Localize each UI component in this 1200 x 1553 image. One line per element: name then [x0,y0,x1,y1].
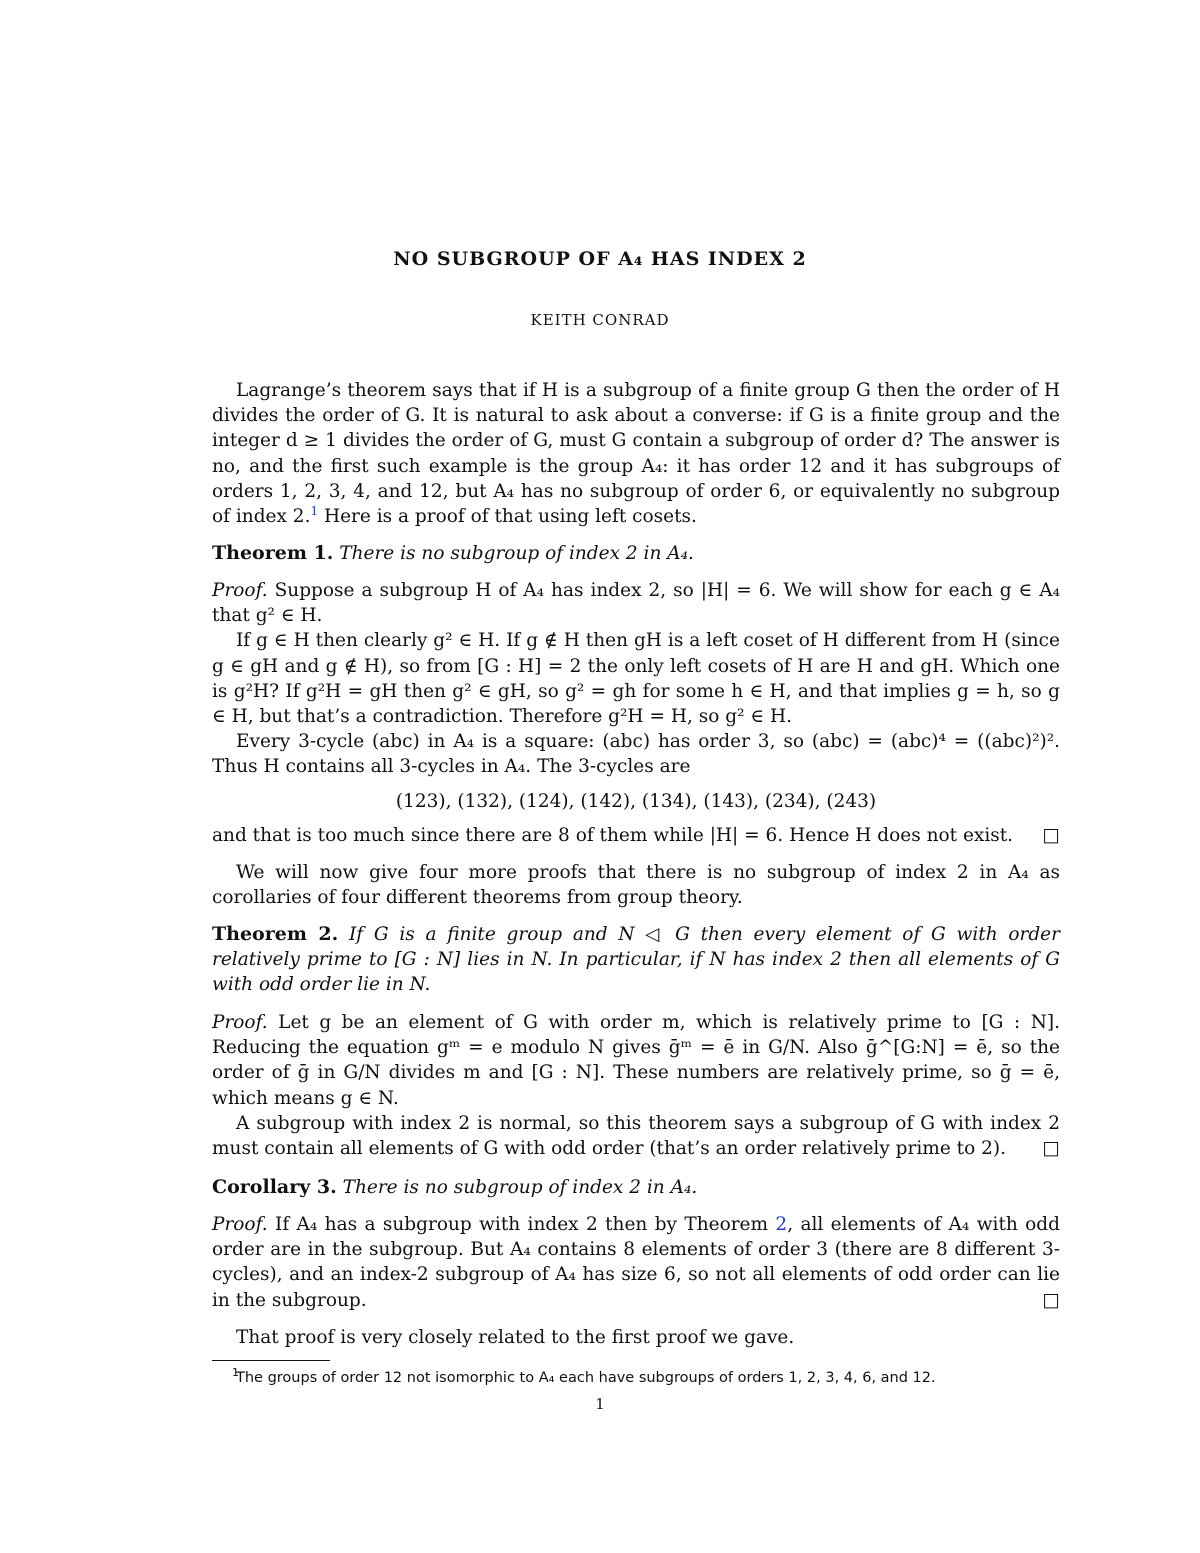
corollary-3 [212,1175,1060,1200]
transition-paragraph [212,860,1060,910]
closing-paragraph [212,1325,1060,1350]
proof-1-text-3: Every 3-cycle (abc) in A₄ is a square: (abc) has order 3, so (abc) = (abc)⁴ = ((abc)²)². Thus H contains all 3-cycles in A₄. The 3-cycles are [212,731,1060,778]
theorem-1-statement: There is no subgroup of index 2 in A₄. [339,543,694,564]
author-name: KEITH CONRAD [530,311,670,329]
proof-2-text-2: A subgroup with index 2 is normal, so this theorem says a subgroup of G with index 2 must contain all elements of G with odd order (that’s an order relatively prime to 2). [212,1112,1060,1160]
proof-1 [212,578,1060,848]
footnote-text: The groups of order 12 not isomorphic to A₄ each have subgroups of orders 1, 2, 3, 4, 6, and 12. [236,1370,936,1386]
corollary-3-heading: Corollary 3. [212,1176,337,1198]
theorem-2-statement: If G is a finite group and N ◁ G then every element of G with order relatively prime to [G : N] lies in N. In particular, if N has index 2 then all elements of G with odd order lie in N. [212,924,1060,996]
closing-text: That proof is very closely related to the first proof we gave. [236,1327,795,1348]
theorem-2-ref-link[interactable]: 2 [775,1214,788,1235]
transition-text: We will now give four more proofs that there is no subgroup of index 2 in A₄ as corollaries of four different theorems from group theory. [212,862,1060,909]
corollary-3-statement: There is no subgroup of index 2 in A₄. [342,1177,698,1198]
proof-3 [212,1212,1060,1313]
paper-title: NO SUBGROUP OF A₄ HAS INDEX 2 [393,248,807,270]
proof-label: Proof. [212,1012,268,1033]
qed-symbol: □ [1042,1289,1060,1311]
intro-paragraph [212,378,1060,529]
page-number: 1 [595,1395,605,1413]
proof-1-text-2: If g ∈ H then clearly g² ∈ H. If g ∉ H then gH is a left coset of H different from H (since g ∈ gH and g ∉ H), so from [G : H] = 2 the only left cosets of H are H and gH. Which one is g²H? If g²H = gH then g² ∈ gH, so g² = gh for some h ∈ H, and that implies g = h, so g ∈ H, but that’s a contradiction. Therefore g²H = H, so g² ∈ H. [212,630,1060,728]
proof-3-text-b: , all elements of A₄ with odd order are in the subgroup. But A₄ contains 8 elements of order 3 (there are 8 different 3-cycles), and an index-2 subgroup of A₄ has size 6, so not all elements of odd order can lie in the subgroup. [212,1214,1060,1311]
theorem-1-heading: Theorem 1. [212,542,334,564]
theorem-1 [212,541,1060,566]
intro-text: Lagrange’s theorem says that if H is a subgroup of a finite group G then the order of H divides the order of G. It is natural to ask about a converse: if G is a finite group and the integer d ≥ 1 divides the order of G, must G contain a subgroup of order d? The answer is no, and the first such example is the group A₄: it has order 12 and it has subgroups of orders 1, 2, 3, 4, and 12, but A₄ has no subgroup of order 6, or equivalently no subgroup of index 2. [212,380,1060,528]
theorem-2 [212,922,1060,998]
three-cycles-list: (123), (132), (124), (142), (134), (143), (234), (243) [395,790,877,812]
intro-tail: Here is a proof of that using left cosets. [318,506,697,528]
proof-label: Proof. [212,580,268,601]
proof-1-text-1: Suppose a subgroup H of A₄ has index 2, so |H| = 6. We will show for each g ∈ A₄ that g² ∈ H. [212,580,1060,627]
proof-2-text-1: Let g be an element of G with order m, which is relatively prime to [G : N]. Reducing the equation gᵐ = e modulo N gives ḡᵐ = ē in G/N. Also ḡ^[G:N] = ē, so the order of ḡ in G/N divides m and [G : N]. These numbers are relatively prime, so ḡ = ē, which means g ∈ N. [212,1012,1060,1109]
theorem-2-heading: Theorem 2. [212,923,339,945]
qed-symbol: □ [1042,824,1060,846]
proof-1-text-4: and that is too much since there are 8 of them while |H| = 6. Hence H does not exist. [212,824,1014,846]
qed-symbol: □ [1042,1138,1060,1160]
proof-label: Proof. [212,1214,268,1235]
footnote-mark: 1 [232,1366,239,1379]
footnote-rule [212,1360,330,1361]
proof-2 [212,1010,1060,1161]
proof-3-text-a: If A₄ has a subgroup with index 2 then by Theorem [275,1214,776,1235]
footnote-ref-link[interactable]: 1 [310,503,319,518]
